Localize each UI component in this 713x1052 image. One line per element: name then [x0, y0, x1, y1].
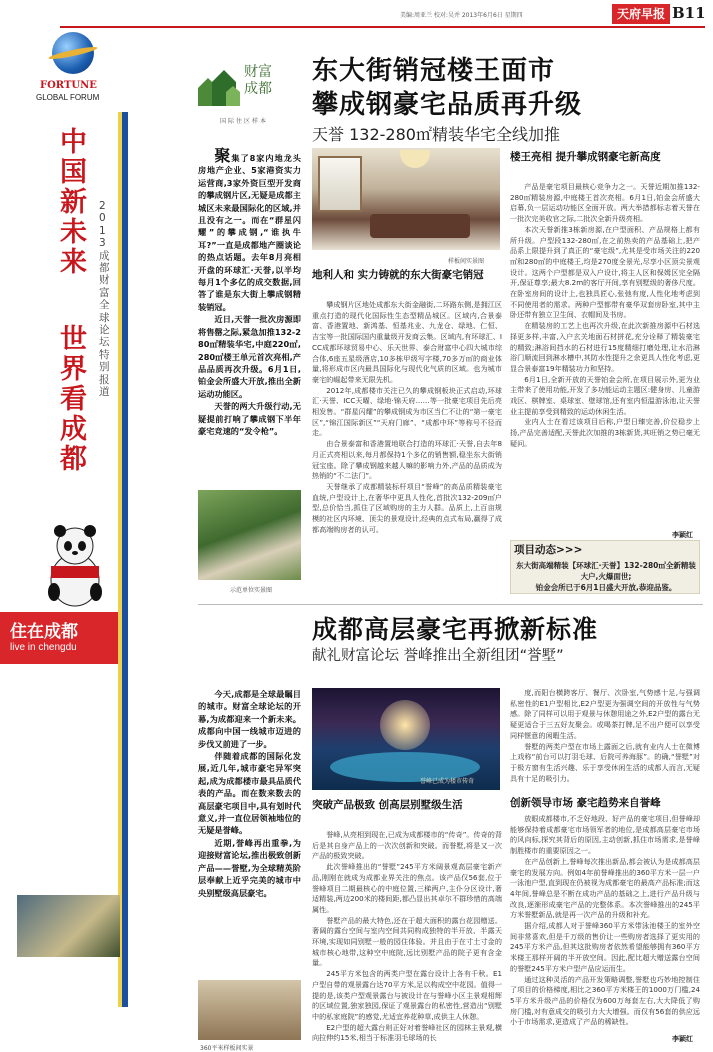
photo-caption: 样板间实景图	[448, 258, 485, 265]
photo-showroom-window	[318, 156, 362, 212]
body-paragraph: 245平方米包含的两类户型在露台设计上各有千秋。E1户型自带的观景露台达70平方米,足以构成空中花园。值得一提的是,该类户型观景露台与被设计在与誉峰小区主景观相辉的区域位置,独家独园,保证了观景露台的私密性,营造出“别墅中的私家庭院”的感觉,尤适宜养花种草,成供主人休憩。	[312, 969, 502, 1021]
body-paragraph: 放眼成都楼市,不乏好地段、好产品的豪宅项目,但誉峰却能够保持着成都豪宅市场领军者的地位,是成都高层豪宅市场的风向标,探究其背后的原因,主动创新,抓住市场需求,是誉峰制胜楼市的重要原因之一。	[510, 814, 700, 856]
series-label: 2013成都财富全球论坛特别报道	[99, 200, 110, 399]
page-number: B11	[672, 4, 706, 22]
article-divider	[198, 604, 703, 605]
body-paragraph: 由合景泰富和香港置地联合打造的环球汇·天誉,自去年8月正式亮相以来,每月都保持1个多亿的销售额,稳坐东大街销冠宝座。除了攀成钢越来越人嘛的影响力外,产品的品质成为热销的“不二法门”。	[312, 439, 502, 481]
forum-name-sub: GLOBAL FORUM	[36, 93, 100, 102]
project-news-line: 铂金会所已于6月1日盛大开放,恭迎品鉴。	[535, 583, 677, 592]
body-paragraph: 天誉继承了成都精装标杆项目“誉峰”的高品质精装豪宅血统,户型设计上,在奢华中更具人性化,首批次132-209㎡户型,总价恰当,抓住了区域购房的主力人群。品质上,上百亩规模的社区内环境、顶尖的景观设计,经典的点式布局,赢得了成都高端购房者的认可。	[312, 481, 502, 534]
newspaper-brand: 天府早报	[612, 4, 670, 24]
lead-paragraph: 聚集了8家内地龙头房地产企业、5家港资实力运营商,3家外资巨型开发商的攀成钢片区,无疑是成都主城区未来最国际化的区域,并且没有之一。而在“群星闪耀”的攀成钢,“谁执牛耳?”一直是成都地产圈谈论的热点话题。去年8月亮相开盘的环球汇·天誉,以半均每月1个多亿的成交数据,回答了谁是东大街上攀成钢精装销冠。	[198, 146, 301, 312]
body-paragraph: 业内人士在看过该项目后称,户型日臻完善,价位稳步上扬,产品完善适配,天誉此次加推的3栋新货,其旺销之势已毫无疑问。	[510, 417, 700, 448]
body-paragraph: 此次誉峰推出的“誉墅”245平方米阔景观高层豪宅新产品,刚刚在就成为成都业界关注的焦点。该产品仅56套,位于誉峰项目二期最核心的中庭位置,三梯两户,主仆分区设计,奢适精装,两边200米的楼间距,都凸显出其卓尔不群珍惜的高端属性。	[312, 862, 502, 914]
body-paragraph: 据介绍,成都人对于誉峰360平方米带泳池楼王的室外空间非常喜欢,但是千万级的售价让一些购房者选择了更实用的245平方米产品,但其这批购房者依然希望能够拥有360平方米楼王那样开阔的半开放空间。因此,配比超大赠送露台空间的誉墅245平方米户型产品应运而生。	[510, 921, 700, 973]
article1-column-2	[312, 300, 502, 534]
article2-title: 成都高层豪宅再掀新标准	[312, 615, 599, 644]
project-news-line: 东大街高端精装【环球汇·天誉】132-280㎡全新精装大户,火爆面世;	[516, 561, 696, 581]
logo-text	[244, 64, 272, 98]
article1-subtitle: 天誉 132-280㎡精装华宅全线加推	[312, 125, 560, 144]
vertical-yellow-stripe	[118, 112, 122, 1007]
article2-author: 李颖红	[672, 1035, 693, 1043]
body-paragraph: 誉峰,从亮相到现在,已成为成都楼市的“传奇”。传奇的背后是其自身产品上的一次次创新和突破。而誉墅,将是又一次产品的极致突破。	[312, 830, 502, 861]
photo-garden	[198, 490, 301, 580]
article2-heading-1: 突破产品极致 创高层别墅级生活	[312, 799, 463, 811]
article1-heading-2: 楼王亮相 提升攀成钢豪宅新高度	[510, 151, 661, 163]
body-paragraph: 6月1日,全新开放的天誉铂金会所,在项目展示外,更为业主带来了使用功能,开发了多功能运动主题区:健身房、儿童游戏区、棋牌室、桌球室、壁球馆,还有室内恒温游泳池,让天誉业主提前享受到精致的运动休闲生活。	[510, 374, 700, 416]
photo-pool-light	[380, 700, 430, 750]
article2-column-3	[510, 814, 700, 1034]
header-divider	[60, 26, 705, 28]
body-paragraph: E2户型的超大露台则正好对着誉峰社区的园林主景观,横向拉伸约15米,相当于标准羽毛球场的长	[312, 1022, 502, 1043]
article2-lead	[198, 688, 301, 973]
residence-logo-icon	[196, 62, 242, 108]
body-paragraph: 在精装房的工艺上也再次升级,在此次新推房源中石材选择更多样,丰富,入户玄关地面石材拼花,充分诠释了精装豪宅的精致;淋浴间挡水的石材进行15度精细打磨处理,让水沿淋浴门顺流回到淋水槽中,其防水性提升之余更具人性化考虑,更显合景泰富19年精装功力和坚持。	[510, 321, 700, 373]
article1-author: 李颖红	[672, 531, 693, 539]
lead-paragraph: 天誉的两大升级行动,无疑提前打响了攀成钢下半年豪宅竞速的“发令枪”。	[198, 401, 301, 436]
lead-paragraph: 伴随着成都的国际化发展,近几年,城市豪宅异军突起,成为成都楼市最具品质代表的产品。而在数来数去的高层豪宅项目中,具有划时代意义,并一直位居领袖地位的无疑是誉峰。	[198, 751, 301, 836]
photo-sample-room	[198, 980, 301, 1040]
logo-line-2: 成都	[244, 81, 272, 97]
page-meta: 美编:周亚兰 校对:吴并 2013年6月6日 星期四	[400, 12, 523, 19]
project-news-heading: 项目动态>>>	[514, 544, 583, 556]
photo-bedroom-left	[17, 895, 120, 957]
article1-lead	[198, 146, 301, 480]
photo-caption: 誉峰已成为楼市传奇	[420, 778, 475, 785]
article2-column-2	[312, 830, 502, 1043]
body-paragraph: 誉墅产品的最大特色,还在于超大面积的露台花园赠送。奢阔的露台空间与室内空间共同构成独特的半开放、半露天环境,实现如同别墅一般的园住体验。并且由于在寸土寸金的城市核心地带,这种空中庭院,远比别墅产品的院子更有含金量。	[312, 915, 502, 968]
article2-heading-2: 创新领导市场 豪宅趋势来自誉峰	[510, 797, 661, 809]
section-title: 住在成都	[10, 622, 78, 642]
section-title-en: live in chengdu	[10, 642, 77, 653]
panda-mascot-icon	[40, 522, 110, 608]
body-paragraph: 在产品创新上,誉峰每次推出新品,都会被认为是成都高层豪宅的发展方向。例如4年前誉峰推出的360平方米一层一户一泳池户型,直到现在仍被视为成都豪宅的最高产品标准;而这4年间,誉峰总是不断在成功产品的基础之上,进行产品升级与改良,逐渐形成豪宅产品的完整体系。本次誉峰推出的245平方米誉墅新品,就是再一次产品的升级和补充。	[510, 856, 700, 920]
article1-heading-1: 地利人和 实力铸就的东大街豪宅销冠	[312, 269, 484, 281]
article1-title-line1: 东大街销冠楼王面市	[312, 56, 556, 86]
body-paragraph: 攀成钢片区地处成都东大街金融街,二环路东侧,是拥江区重点打造的现代化国际性生态型精品城区。区域内,合景泰富、香港置地、新鸿基、恒基兆业、九龙仓、绿地、仁恒、吉宝等一批国际国内重量级开发商云集。区域内,有环球汇、ICC成都环球贸易中心、乐天世界、泰合财富中心四大城市综合体,6座五星级酒店,10多栋甲级写字楼,70多万㎡的商业体量,将形成市区内最具国际化与现代化气质的区域。也为城市豪宅的崛起带来无限先机。	[312, 300, 502, 384]
project-news-text	[514, 560, 698, 593]
logo-line-1: 财富	[244, 64, 272, 80]
body-paragraph: 度,而阳台横跨客厅、餐厅、次卧室,气势感十足,与强调私密性的E1户型相比,E2户型更为强调空间的开放性与气势感。除了同样可以用于观景与休憩用途之外,E2户型的露台无疑更适合于三五好友聚会。或喝茶打牌,足不出户便可以享受同样惬意的闲暇生活。	[510, 688, 700, 740]
body-paragraph: 产品是豪宅项目最核心竞争力之一。天誉近期加推132-280㎡精装房源,中庭楼王首次亮相。6月1日,铂金会所盛大启幕,负一层运动功能区全面开放。两大举措都标志着天誉在一批次完美收官之际,二批次全新升级亮相。	[510, 182, 700, 224]
forum-slogan-1: 中国新未来	[60, 127, 87, 278]
photo-caption: 示范单位实景图	[230, 587, 273, 594]
lead-paragraph: 今天,成都是全球最瞩目的城市。财富全球论坛的开幕,为成都迎来一个新未来。成都向中国一线城市迈进的步伐又前进了一步。	[198, 689, 301, 749]
lead-paragraph: 近期,誉峰再出重拳,为迎接财富论坛,推出极致创新产品——誉墅,为全球精英阶层奉献上近乎完美的城市中央别墅级高层豪宅。	[198, 837, 301, 898]
article2-subtitle: 献礼财富论坛 誉峰推出全新组团“誉墅”	[312, 648, 564, 664]
body-paragraph: 2012年,成都楼市关注已久的攀成钢板块正式启动,环球汇·天誉、ICC天曜、绿地·锦天府……等一批豪宅项目先后亮相发售。“群星闪耀”的攀成钢成为市区当仁不让的“第一豪宅区”,“锦江国际新区”“天府门廊”、“成都中环”等称号不径而走。	[312, 385, 502, 438]
photo-caption: 360平米样板间实景	[200, 1045, 254, 1052]
forum-slogan-2: 世界看成都	[60, 324, 87, 475]
logo-tag: 国际住区样本	[220, 118, 269, 125]
body-paragraph: 通过这种灵活的产品开发策略调整,誉墅也巧妙地控制住了项目的价格梯度,相比之360平方米楼王的1000万门槛,245平方米升级产品的价格仅为600万每套左右,大大降低了购房门槛,对有意成交的吸引力大大增强。而仅有56套的供应远小于市场需求,更造成了产品的稀缺性。	[510, 974, 700, 1027]
lead-paragraph: 近日,天誉一批次房源即将售罄之际,紧急加推132-280㎡精装华宅,中庭220㎡,280㎡楼王单元首次亮相,产品品质再次升级。6月1日,铂金会所盛大开放,推出全新运动功能区。	[198, 314, 301, 399]
body-paragraph: 誉墅的两类户型在市场上露面之后,就有业内人士在微博上戏称“前台可以打羽毛球、后院可养海豚”。的确,“誉墅”对于极方窗有生活兴趣、乐于享受休闲生活的成都人而言,无疑具有十足的吸引力。	[510, 741, 700, 783]
article2-column-3-top	[510, 688, 700, 791]
body-paragraph: 本次天誉新推3栋新房源,在户型面积、产品规格上都有所升级。户型段132-280㎡,在之前热卖的产品基础上,把产品系上限提升到了真正的“豪宅级”,尤其是受市场关注的220㎡和280㎡的中庭楼王,均是270度全景光,尽享小区顶尖景观设计。这两个户型都是双入户设计,将主人区和保姆区完全隔开,保证尊享;最大8.2m的客厅开间,享有别墅级的奢侈尺度。在卧室房间的设计上,也独具匠心,张弛有度,人性化地考虑到不同使用者的需求。两种户型都带有豪华双套房卧室,其中主卧还带有独立卫生间、衣帽间及书房。	[510, 224, 700, 320]
photo-showroom-sofa	[370, 214, 470, 238]
article1-title-line2: 攀成钢豪宅品质再升级	[312, 90, 583, 120]
forum-name: FORTUNE	[40, 80, 97, 91]
article1-column-3	[510, 182, 700, 537]
